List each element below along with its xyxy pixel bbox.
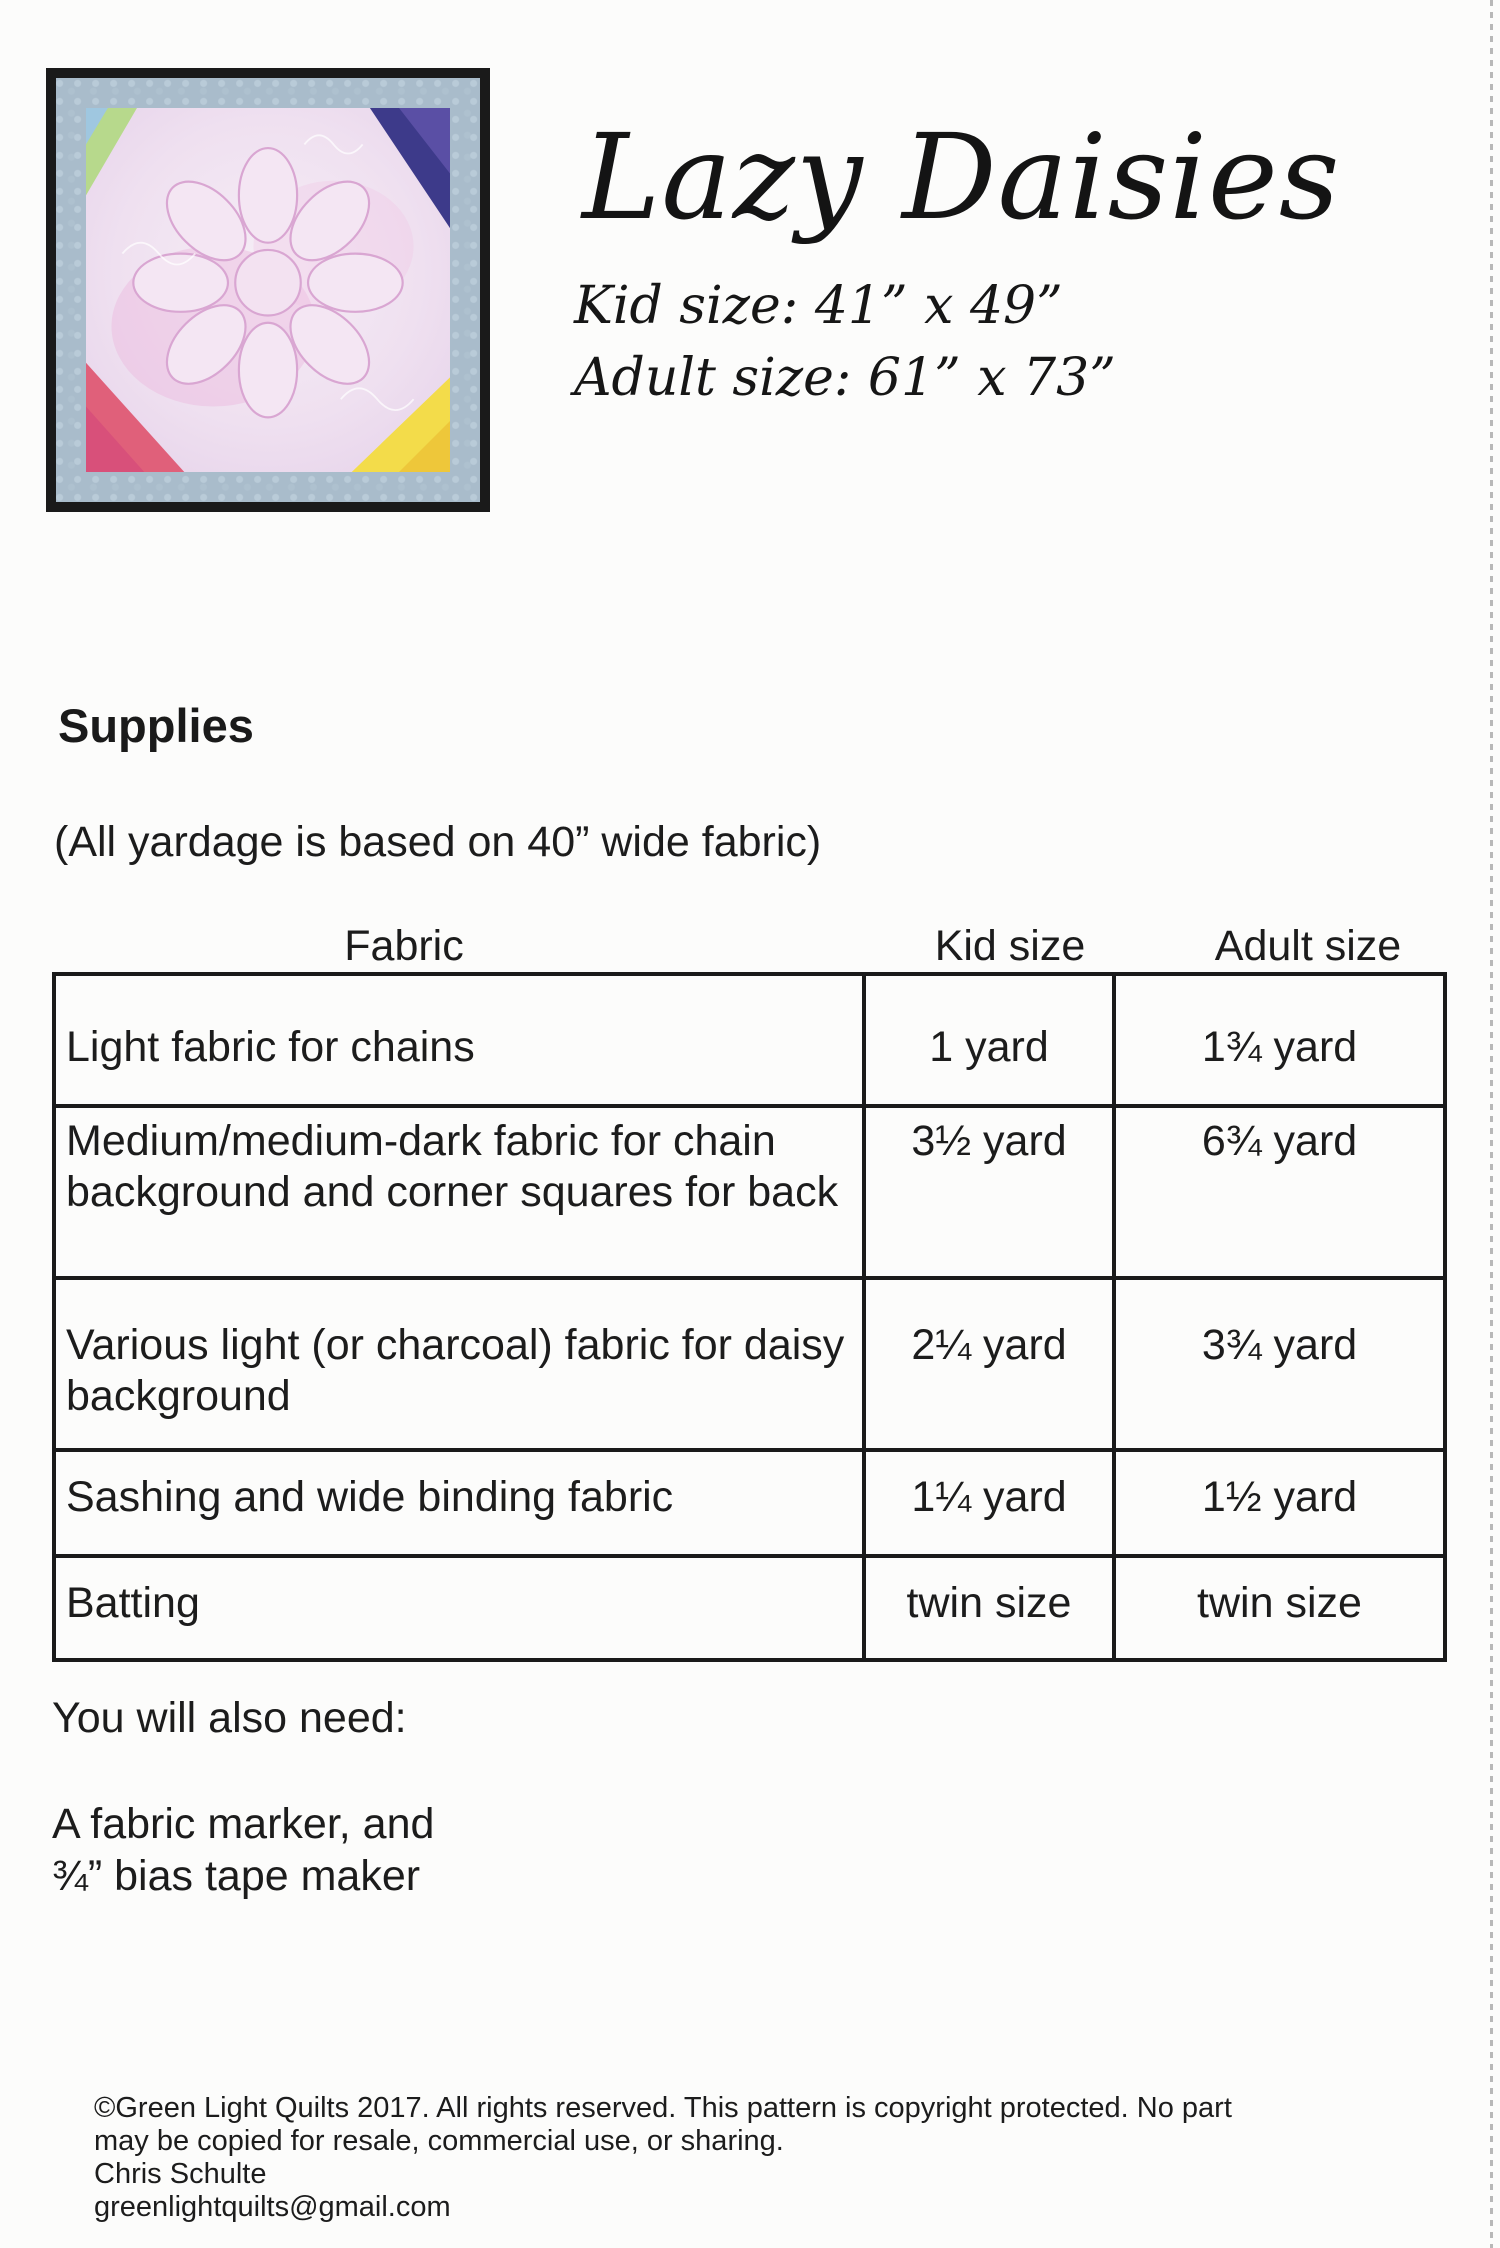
adult-yardage-cell: twin size xyxy=(1114,1556,1445,1660)
column-header-fabric: Fabric xyxy=(344,922,464,970)
quilt-sashing-border xyxy=(56,78,480,502)
kid-yardage-cell: 1 yard xyxy=(864,974,1114,1106)
scan-edge-line xyxy=(1490,0,1493,2248)
adult-yardage-cell: 1½ yard xyxy=(1114,1450,1445,1556)
column-header-kid-size: Kid size xyxy=(934,922,1086,970)
copyright-line-cont: may be copied for resale, commercial use, or sharing. xyxy=(94,2125,784,2157)
daisy-block-center xyxy=(86,108,450,472)
fabric-cell: Various light (or charcoal) fabric for daisy background xyxy=(54,1278,864,1450)
adult-yardage-cell: 6¾ yard xyxy=(1114,1106,1445,1278)
kid-yardage-cell: 1¼ yard xyxy=(864,1450,1114,1556)
copyright-footer xyxy=(94,2092,1394,2224)
contact-email: greenlightquilts@gmail.com xyxy=(94,2191,451,2223)
adult-size-dimensions: Adult size: 61” x 73” xyxy=(574,348,1116,408)
fabric-cell: Light fabric for chains xyxy=(54,974,864,1106)
supplies-table xyxy=(52,972,1447,1662)
daisy-flower xyxy=(133,148,402,417)
also-need-label: You will also need: xyxy=(52,1694,407,1742)
yardage-note: (All yardage is based on 40” wide fabric) xyxy=(54,818,822,866)
also-need-item: ¾” bias tape maker xyxy=(52,1852,421,1900)
quilt-block-image xyxy=(46,68,490,512)
table-row xyxy=(54,1278,1445,1450)
copyright-line: ©Green Light Quilts 2017. All rights reserved. This pattern is copyright protected. No part xyxy=(94,2092,1232,2124)
author-name: Chris Schulte xyxy=(94,2158,267,2190)
table-row xyxy=(54,1106,1445,1278)
table-row xyxy=(54,974,1445,1106)
kid-size-dimensions: Kid size: 41” x 49” xyxy=(574,276,1063,336)
adult-yardage-cell: 3¾ yard xyxy=(1114,1278,1445,1450)
kid-yardage-cell: twin size xyxy=(864,1556,1114,1660)
kid-yardage-cell: 3½ yard xyxy=(864,1106,1114,1278)
table-row xyxy=(54,1450,1445,1556)
table-row xyxy=(54,1556,1445,1660)
pattern-title: Lazy Daisies xyxy=(582,108,1341,246)
supplies-heading: Supplies xyxy=(58,699,254,752)
kid-yardage-cell: 2¼ yard xyxy=(864,1278,1114,1450)
also-need-item: A fabric marker, and xyxy=(52,1800,435,1848)
fabric-cell: Sashing and wide binding fabric xyxy=(54,1450,864,1556)
fabric-cell: Batting xyxy=(54,1556,864,1660)
adult-yardage-cell: 1¾ yard xyxy=(1114,974,1445,1106)
column-header-adult-size: Adult size xyxy=(1214,922,1402,970)
fabric-cell: Medium/medium-dark fabric for chain background and corner squares for back xyxy=(54,1106,864,1278)
